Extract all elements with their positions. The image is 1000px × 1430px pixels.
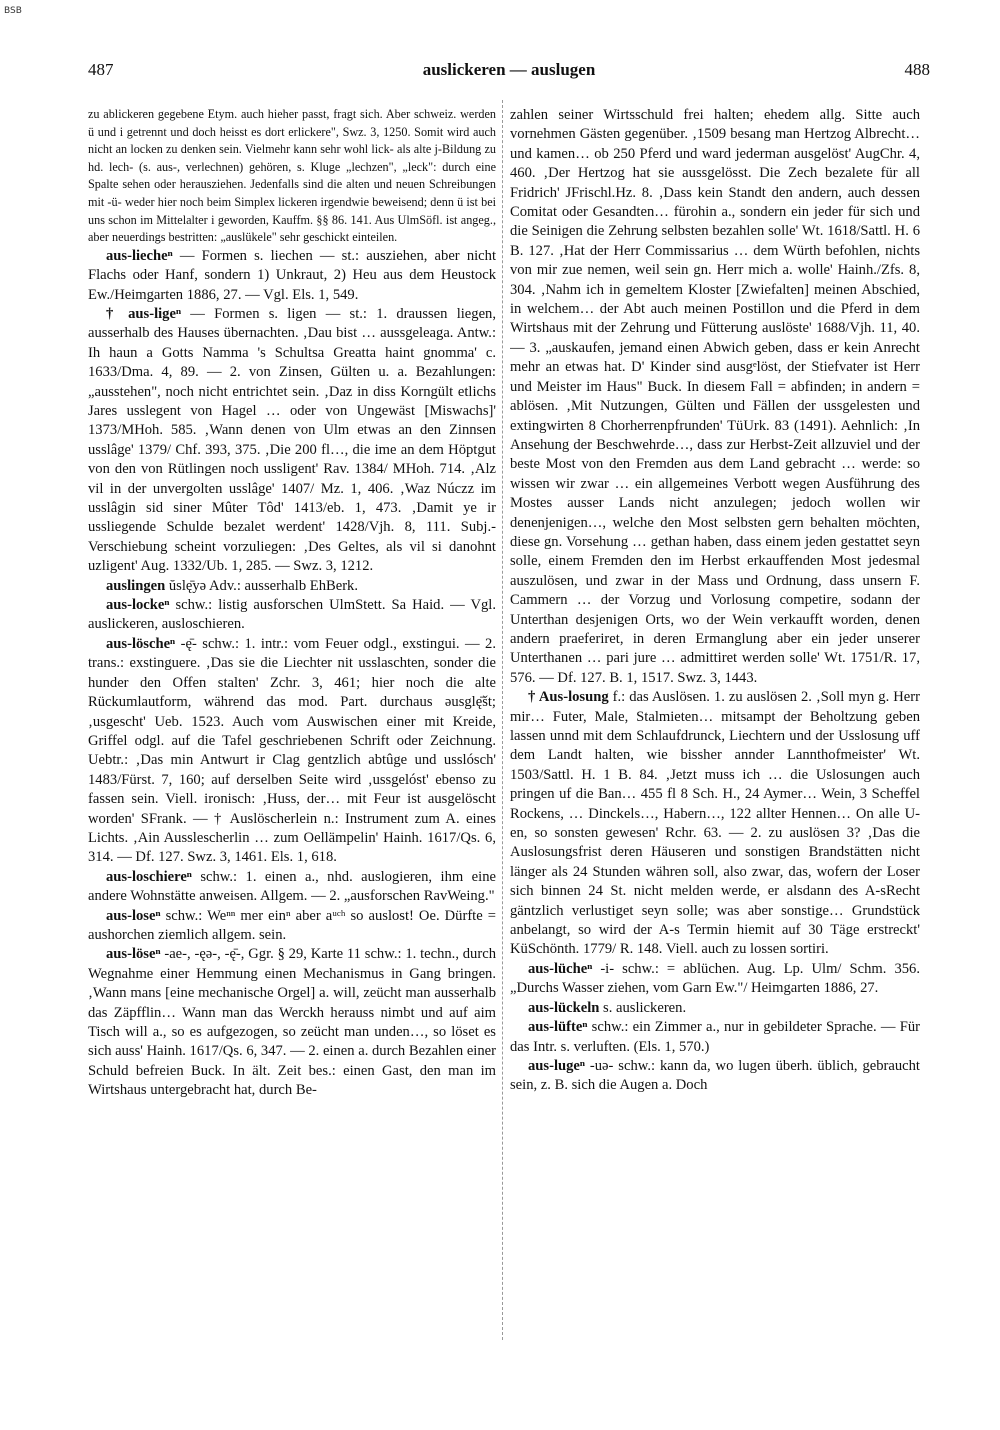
dictionary-entry bbox=[88, 577, 496, 596]
column-divider bbox=[502, 100, 503, 1340]
entry-headword: aus-loseⁿ bbox=[106, 907, 161, 924]
dictionary-entry bbox=[88, 868, 496, 907]
entry-headword: aus-lugeⁿ bbox=[528, 1057, 585, 1074]
entry-text: -uə- schw.: kann da, wo lugen überh. üblich, gebraucht sein, z. B. sich die Augen a. Doch bbox=[510, 1057, 920, 1094]
entry-text: -i- schw.: = ablüchen. Aug. Lp. Ulm/ Schm. 356. „Durchs Wasser ziehen, vom Garn Ew."/ Heimgarten 1886, 27. bbox=[510, 960, 920, 997]
running-title: auslickeren — auslugen bbox=[422, 60, 596, 79]
dictionary-entry bbox=[88, 596, 496, 635]
entry-headword: aus-löseⁿ bbox=[106, 946, 161, 963]
entry-text: zu ablickeren gegebene Etym. auch hieher passt, fragt sich. Aber schweiz. werden ü und i getrennt und doch heisst es dort erlickere", Swz. 3, 1250. Somit wird auch nicht an locken zu denken sein. Vielmehr kann sehr wohl lick- als alte j-Bildung zu hd. lech- (s. aus-, verlechnen) gehören, s. Kluge „lechzen", „leck": durch eine Spalte sehen oder herausziehen. Jedenfalls sind die alten und neuen Schreibungen mit -ü- weder hier noch beim Simplex lickeren irgendwie beweisend; denn ü ist bei uns schon im Mittelalter i geworden, Kauffm. §§ 86. 141. Aus UlmSöfl. ist angeg., aber neuerdings bestritten: „auslükele" sehr geschickt einteilen. bbox=[88, 107, 496, 245]
etymology-note bbox=[88, 106, 496, 247]
entry-headword: † aus-ligeⁿ bbox=[106, 305, 182, 322]
dictionary-entry bbox=[510, 999, 920, 1018]
entry-text: zahlen seiner Wirtsschuld frei halten; ehedem allg. Sitte auch vornehmen Gästen gegenüber. ‚1509 besang man Hertzog Albrecht… und kamen… ob 250 Pferd und ward jederman ausgelöst' AugChr. 4, 460. ‚Der Hertzog hat sie aussgelösst. Die Zech bezalete für all Fridrich' JFrischl.Hz. 8. ‚Dass kein Standt den andern, auch dessen Comitat oder Gesandten… fürohin a., sondern ein jeder für sich und die Seinigen die Zehrung selbsten bezahlen solle' Wt. 1618/Sattl. H. 6 B. 127. ‚Hat der Herr Commissarius … dem Würth befohlen, nichts von mir zue nemen, weil sein gn. Herr mich a. wolle' Hainh./Zfs. 8, 304. ‚Nahm ich in gemeltem Kloster [Zwiefalten] meinen Abschied, in welchem… der Abt auch meinen Postillon und die Pferd in dem Wirtshaus mit der Zehrung und Fütterung auslöste' 1688/Vjh. 11, 40. — 3. „auskaufen, jemand einen Abwich geben, dass er kein Anrecht mehr an etwas hat. D' Kinder sind ausgᵉlöst, der Stiefvater ist Herr und Meister im Haus" Buck. In diesem Fall = abfinden; in andern = ablösen. ‚Mit Nutzungen, Gülten und Fällen der ussgelesten und extingwirten 8 Chorherrenpfrunden' TüUrk. 83 (1491). Aehnlich: ‚In Ansehung der Beschwehrde…, dass zur Herbst-Zeit allzuviel und der beste Most von den Fremden aus dem Land gebracht … werde: so wissen wir zwar … ein allgemeines Verbott wegen Ausführung des Mostes ausser Lands nicht anzulegen; jedoch wollen wir denenjenigen…, welche den Most selbsten gern behalten möchten, diese gn. Vorsehung … gethan haben, dass einem jeden gestattet seyn solle, einem Fremden den im Herbst erkauffenden Most jedesmal auszulösen, und zwar in der Mass und Ordnung, dass unsern F. Cammern … der Vorzug und Vorlosung competire, sodann der Unterthan desjenigen Orts, wo der Wein verkaufft worden, denen andern praeferiret, in deren Ermanglung aber ein jeder unserer Unterthanen … pari jure … admittiret werden solle' Wt. 1751/R. 17, 576. — Df. 127. B. 1, 1517. Swz. 3, 1443. bbox=[510, 107, 920, 686]
entry-text: schw.: Weⁿⁿ mer einⁿ aber aᵘᶜʰ so auslost! Oe. Dürfte = aushorchen ziemlich allgem. sein. bbox=[88, 907, 496, 943]
entry-headword: aus-lücheⁿ bbox=[528, 960, 593, 977]
left-column bbox=[88, 106, 496, 1406]
entry-continuation bbox=[510, 106, 920, 688]
entry-headword: aus-lockeⁿ bbox=[106, 597, 170, 614]
entry-text: -ae-, -ęə-, -ę̄-, Ggr. § 29, Karte 11 schw.: 1. techn., durch Wegnahme einer Hemmung einen Mechanismus in Gang bringen. ‚Wann mans [eine mechanische Orgel] a. will, zeücht man ausserhalb das Zäpfflin… Wann man das Werckh herauss nimbt und auf aim Tisch will a., so es aufgezogen, so zeücht man unden…, so löset es sich auss' Hainh. 1617/Qs. 6, 347. — 2. einen a. durch Bezahlen einer Schuld befreien Buck. In ält. Zeit bes.: einen Gast, den man im Wirtshaus untergebracht hat, durch Be- bbox=[88, 946, 496, 1099]
entry-headword: aus-lückeln bbox=[528, 999, 600, 1016]
entry-headword: aus-löscheⁿ bbox=[106, 635, 176, 652]
entry-text: schw.: listig ausforschen UlmStett. Sa Haid. — Vgl. auslickeren, ausloschieren. bbox=[88, 597, 496, 633]
dictionary-entry bbox=[510, 960, 920, 999]
entry-text: — Formen s. ligen — st.: 1. draussen liegen, ausserhalb des Hauses übernachten. ‚Dau bist … aussgeleaga. Antw.: Ih haun a Gotts Namma 's Schultsa Greatta haint gnomma' c. 1633/Dma. 4, 89. — 2. von Zinsen, Gülten u. a. Bezahlungen: „ausstehen", noch nicht entrichtet sein. ‚Daz in diss Korngült etlichs Jares usslegent von Hagel … oder von Ungewäst [Miswachs]' 1373/MHoh. 585. ‚Wann denen von Ulm etwas an den Zinnsen usslâge' 1379/ Chf. 393, 375. ‚Die 200 fl…, die ime an dem Höptgut von den von Rütlingen noch ussligent' Rav. 1384/ MHoh. 714. ‚Alz vil in der unvergolten usslâge' 1407/ Mz. 1, 406. ‚Waz Núczz im usslâgin sid siner Mûter Tôd' 1413/eb. 1, 473. ‚Damit ye ir ussliegende Schulde bezalet werdent' 1428/Vjh. 8, 111. Subj.-Verschiebung scheint vorzuliegen: ‚Des Geltes, als vil si danohnt uzligent' Aug. 1332/Ub. 1, 285. — Swz. 3, 1212. bbox=[88, 305, 496, 575]
entry-headword: aus-liecheⁿ bbox=[106, 247, 173, 264]
entry-headword: aus-loschiereⁿ bbox=[106, 868, 192, 885]
right-page-number: 488 bbox=[904, 60, 930, 79]
entry-text: — Formen s. liechen — st.: ausziehen, aber nicht Flachs oder Hanf, sondern 1) Unkraut, 2) Heu aus dem Heustock Ew./Heimgarten 1886, 27. — Vgl. Els. 1, 549. bbox=[88, 247, 496, 303]
entry-text: s. auslickeren. bbox=[599, 999, 687, 1016]
left-page-number: 487 bbox=[88, 60, 114, 79]
entry-headword: auslingen bbox=[106, 577, 166, 594]
dictionary-entry bbox=[510, 688, 920, 960]
entry-text: schw.: 1. einen a., nhd. auslogieren, ihm eine andere Wohnstätte anweisen. Allgem. — 2. „ausforschen RavWeing." bbox=[88, 868, 496, 905]
dictionary-entry bbox=[510, 1057, 920, 1096]
entry-text: -ę̄- schw.: 1. intr.: vom Feuer odgl., exstingui. — 2. trans.: exstinguere. ‚Das sie die Liechter nit usslaschten, sonder die hunder den Offen stalten' Zchr. 3, 461; hier noch die alte Rückumlautform, während das mod. Part. durchaus əusglę̄št; ‚usgescht' Ueb. 1523. Auch vom Auswischen einer mit Kreide, Griffel odgl. auf die Tafel geschriebenen Schrift oder Zeichnung. Uebtr.: ‚Das min Antwurt ir Clag gentzlich abtûge und usslósch' 1483/Fürst. 7, 160; auf derselben Seite wird ‚ussgelóst' ebenso zu fassen sein. Viell. ironisch: ‚Huss, der… mit Feur ist ausgelöscht worden' SFrank. — † Auslöscherlein n.: Instrument zum A. eines Lichts. ‚Ain Ausslescherlin … zum Oellämpelin' Hainh. 1617/Qs. 6, 314. — Df. 127. Swz. 3, 1461. Els. 1, 618. bbox=[88, 635, 496, 866]
page-header bbox=[88, 58, 930, 84]
right-column bbox=[510, 106, 920, 1406]
dictionary-entry bbox=[510, 1018, 920, 1057]
entry-text: schw.: ein Zimmer a., nur in gebildeter Sprache. — Für das Intr. s. verluften. (Els. 1, 570.) bbox=[510, 1019, 920, 1055]
entry-headword: aus-lüfteⁿ bbox=[528, 1019, 588, 1036]
dictionary-entry bbox=[88, 247, 496, 305]
dictionary-entry bbox=[88, 635, 496, 868]
dictionary-entry bbox=[88, 945, 496, 1100]
library-mark: BSB bbox=[4, 6, 22, 16]
entry-text: ŭslę̄yə Adv.: ausserhalb EhBerk. bbox=[165, 577, 359, 594]
entry-text: f.: das Auslösen. 1. zu auslösen 2. ‚Soll myn g. Herr mir… Futer, Male, Stalmieten… mitsampt der Beholtzung geben lassen unnd mit dem Schlaufdrunck, Liechtern und der Usslosung uff dem Landt halten, wie bissher annder Lannthofmeister' Wt. 1503/Sattl. H. 1 B. 84. ‚Jetzt muss ich … die Uslosungen auch pringen uf die Ban… 455 fl 8 Sch. H., 24 Aymer… Wein, 3 Scheffel Rockens, … Dinckels…, Habern…, 122 allter Hennen… On alle U-en, so sonsten gewesen' Rchr. 63. — 2. zu auslösen 3? ‚Das die Auslosungsfrist deren Häuseren und sonstigen Brandstätten nicht länger als 24 Stunden währen soll, also zwar, das, wofern der Loser sich binnen 24 St. nicht melden werde, er alsdann des A-sRecht gäntzlich verlustiget seyn solle; was aber sonstige… Grundstück anbelangt, so wird der A-s Termin hiemit auf 30 Täge erstreckt' KüSchönth. 1779/ R. 148. Viell. auch zu lossen sortiri. bbox=[510, 689, 920, 958]
entry-headword: † Aus-losung bbox=[528, 689, 609, 706]
dictionary-entry bbox=[88, 305, 496, 577]
dictionary-entry bbox=[88, 907, 496, 946]
